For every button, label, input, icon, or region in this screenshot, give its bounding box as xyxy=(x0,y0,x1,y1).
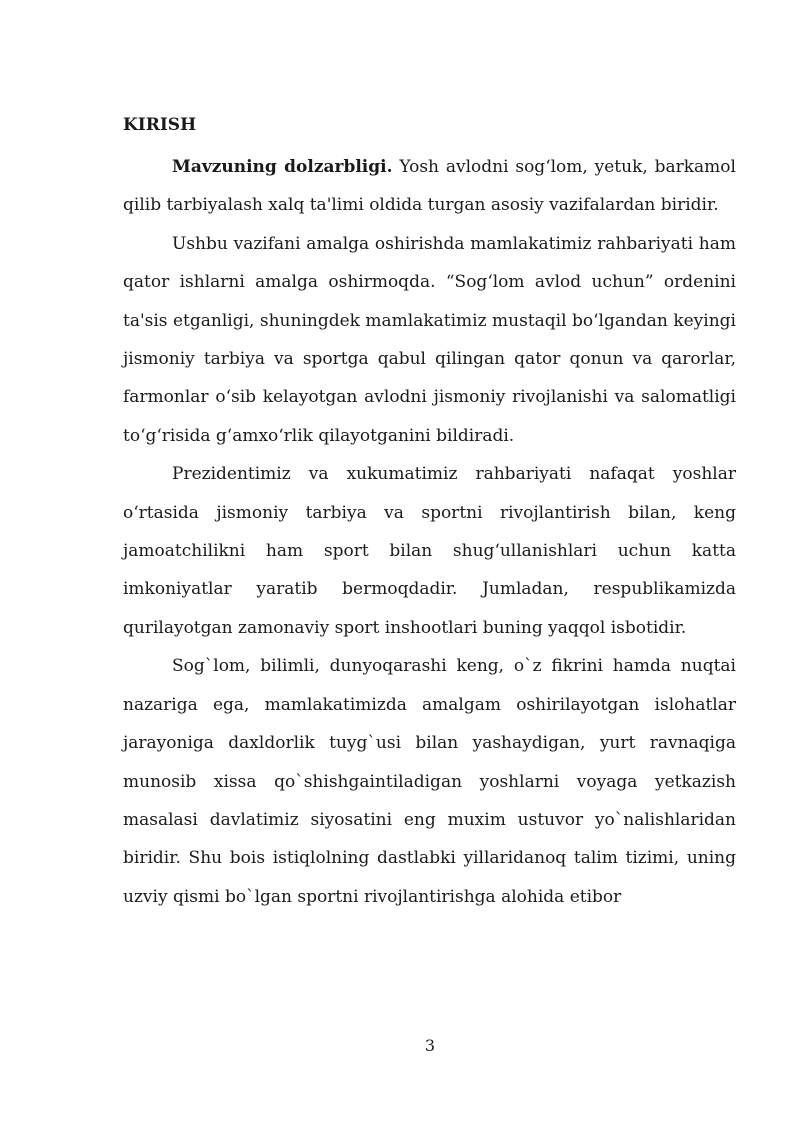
page-number: 3 xyxy=(424,1036,436,1055)
paragraph xyxy=(123,647,736,916)
paragraph-text: Sog`lom, bilimli, dunyoqarashi keng, o`z fikrini hamda nuqtai nazariga ega, mamlakatimizda amalgam oshirilayotgan islohatlar jarayoniga daxldorlik tuyg`usi bilan yashaydigan, yurt ravnaqiga munosib xissa qo`shishgaintiladigan yoshlarni voyaga yetkazish masalasi davlatimiz siyosatini eng muxim ustuvor yo`nalishlaridan biridir. Shu bois istiqlolning dastlabki yillaridanoq talim tizimi, uning uzviy qismi bo`lgan sportni rivojlantirishga alohida etibor xyxy=(123,656,736,907)
section-heading: KIRISH xyxy=(123,115,197,135)
paragraph xyxy=(123,225,736,455)
page-body xyxy=(123,110,736,916)
paragraph-relevance xyxy=(123,148,736,225)
paragraph-text: Prezidentimiz va xukumatimiz rahbariyati nafaqat yoshlar o‘rtasida jismoniy tarbiya va sportni rivojlantirish bilan, keng jamoatchilikni ham sport bilan shug‘ullanishlari uchun katta imkoniyatlar yaratib bermoqdadir. Jumladan, respublikamizda qurilayotgan zamonaviy sport inshootlari buning yaqqol isbotidir. xyxy=(123,464,736,638)
paragraph-text: Ushbu vazifani amalga oshirishda mamlakatimiz rahbariyati ham qator ishlarni amalga oshirmoqda. “Sog‘lom avlod uchun” ordenini ta'sis etganligi, shuningdek mamlakatimiz mustaqil bo‘lgandan keyingi jismoniy tarbiya va sportga qabul qilingan qator qonun va qarorlar, farmonlar o‘sib kelayotgan avlodni jismoniy rivojlanishi va salomatligi to‘g‘risida g‘amxo‘rlik qilayotganini bildiradi. xyxy=(123,233,736,446)
paragraph xyxy=(123,455,736,647)
paragraph-lead: Mavzuning dolzarbligi. xyxy=(172,157,393,177)
paragraph-text: Yosh avlodni sog‘lom, yetuk, barkamol qilib tarbiyalash xalq ta'limi oldida turgan asosiy vazifalardan biridir. xyxy=(123,157,736,216)
